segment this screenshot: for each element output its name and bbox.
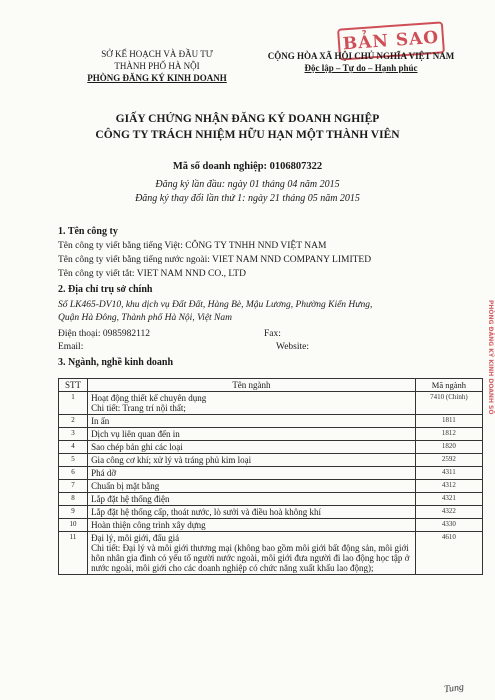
- row-stt: 1: [59, 392, 88, 415]
- row-stt: 5: [59, 454, 88, 467]
- row-name: Sao chép bản ghi các loại: [91, 442, 183, 452]
- row-name: Phá dỡ: [91, 468, 117, 478]
- col-code: Mã ngành: [415, 379, 482, 392]
- row-name-cell: [88, 428, 416, 441]
- issuer-line3: PHÒNG ĐĂNG KÝ KINH DOANH: [87, 73, 227, 83]
- email: Email:: [58, 342, 84, 352]
- row-name: In ấn: [91, 416, 110, 426]
- row-name-cell: [88, 415, 416, 428]
- table-row: [59, 480, 483, 493]
- enterprise-number: Mã số doanh nghiệp: 0106807322: [172, 161, 323, 172]
- website: Website:: [276, 342, 310, 352]
- col-name: Tên ngành: [88, 379, 416, 392]
- section2-heading: 2. Địa chỉ trụ sở chính: [58, 284, 153, 295]
- row-stt: 8: [59, 493, 88, 506]
- row-code: 4311: [415, 467, 482, 480]
- row-name: Lắp đặt hệ thống cấp, thoát nước, lò sưởi và điều hoà không khí: [91, 507, 322, 517]
- address-line2: Quận Hà Đông, Thành phố Hà Nội, Việt Nam: [58, 313, 232, 323]
- row-name-cell: [88, 506, 416, 519]
- row-code: 2592: [415, 454, 482, 467]
- row-stt: 7: [59, 480, 88, 493]
- row-detail: Chi tiết: Đại lý và môi giới thương mại (không bao gồm môi giới bất động sản, môi giới hôn nhân gia đình có yếu tố người nước ngoài, môi giới đưa người đi lao động học tập ở nước ngoài, môi giới cho các doanh nghiệp có chức năng xuất khẩu lao động);: [91, 543, 410, 573]
- country-name: CỘNG HÒA XÃ HỘI CHỦ NGHĨA VIỆT NAM: [267, 51, 455, 61]
- col-stt: STT: [59, 379, 88, 392]
- table-row: [59, 392, 483, 415]
- row-code: 4330: [415, 519, 482, 532]
- row-name: Hoạt động thiết kế chuyên dụng: [91, 393, 207, 403]
- table-row: [59, 467, 483, 480]
- row-stt: 9: [59, 506, 88, 519]
- company-short-name: Tên công ty viết tắt: VIET NAM NND CO., LTD: [58, 269, 246, 279]
- row-name-cell: [88, 480, 416, 493]
- row-code: 1811: [415, 415, 482, 428]
- row-code: 7410 (Chính): [415, 392, 482, 415]
- row-name-cell: [88, 467, 416, 480]
- row-name-cell: [88, 493, 416, 506]
- table-row: [59, 519, 483, 532]
- row-name: Gia công cơ khí; xử lý và tráng phủ kim loại: [91, 455, 252, 465]
- issuer-line2: THÀNH PHỐ HÀ NỘI: [114, 61, 200, 71]
- row-name-cell: [88, 454, 416, 467]
- table-row: [59, 506, 483, 519]
- row-name-cell: [88, 532, 416, 575]
- row-name: Hoàn thiện công trình xây dựng: [91, 520, 206, 530]
- table-row: [59, 428, 483, 441]
- table-row: [59, 415, 483, 428]
- row-code: 4312: [415, 480, 482, 493]
- section3-heading: 3. Ngành, nghề kinh doanh: [58, 357, 174, 368]
- table-row: [59, 532, 483, 575]
- motto: Độc lập – Tự do – Hạnh phúc: [304, 63, 418, 73]
- change-registration: Đăng ký thay đổi lần thứ 1: ngày 21 tháng 05 năm 2015: [135, 193, 360, 204]
- row-name-cell: [88, 441, 416, 454]
- row-stt: 4: [59, 441, 88, 454]
- row-stt: 11: [59, 532, 88, 575]
- row-code: 1812: [415, 428, 482, 441]
- row-code: 1820: [415, 441, 482, 454]
- table-row: [59, 454, 483, 467]
- table-row: [59, 441, 483, 454]
- fax: Fax:: [264, 329, 281, 339]
- row-name: Chuẩn bị mặt bằng: [91, 481, 160, 491]
- row-stt: 2: [59, 415, 88, 428]
- address-line1: Số LK465-DV10, khu dịch vụ Đất Đất, Hàng Bè, Mậu Lương, Phường Kiến Hưng,: [58, 300, 373, 310]
- issuer-line1: SỞ KẾ HOẠCH VÀ ĐẦU TƯ: [101, 49, 213, 59]
- row-code: 4322: [415, 506, 482, 519]
- national-motto: [250, 50, 472, 74]
- row-stt: 10: [59, 519, 88, 532]
- row-detail: Chi tiết: Trang trí nội thất;: [91, 403, 186, 413]
- doc-title-2: CÔNG TY TRÁCH NHIỆM HỮU HẠN MỘT THÀNH VIÊN: [95, 129, 400, 141]
- row-name: Đại lý, môi giới, đấu giá: [91, 533, 180, 543]
- row-stt: 6: [59, 467, 88, 480]
- side-seal: PHÒNG ĐĂNG KÝ KINH DOANH SỐ: [487, 300, 494, 415]
- row-name: Dịch vụ liên quan đến in: [91, 429, 180, 439]
- row-code: 4610: [415, 532, 482, 575]
- business-lines-table: [58, 378, 483, 575]
- row-name: Lắp đặt hệ thống điện: [91, 494, 170, 504]
- row-name-cell: [88, 519, 416, 532]
- table-header-row: [59, 379, 483, 392]
- phone: Điện thoại: 0985982112: [58, 329, 150, 339]
- issuer-block: [52, 48, 262, 84]
- doc-title-1: GIẤY CHỨNG NHẬN ĐĂNG KÝ DOANH NGHIỆP: [115, 113, 380, 125]
- section1-heading: 1. Tên công ty: [58, 226, 118, 237]
- row-stt: 3: [59, 428, 88, 441]
- row-name-cell: [88, 392, 416, 415]
- table-row: [59, 493, 483, 506]
- row-code: 4321: [415, 493, 482, 506]
- company-vn-name: Tên công ty viết bằng tiếng Việt: CÔNG TY TNHH NND VIỆT NAM: [58, 241, 327, 251]
- copy-stamp: BẢN SAO: [337, 21, 445, 60]
- signature: Tung: [443, 681, 465, 696]
- first-registration: Đăng ký lần đầu: ngày 01 tháng 04 năm 2015: [155, 179, 340, 190]
- company-foreign-name: Tên công ty viết bằng tiếng nước ngoài: VIET NAM NND COMPANY LIMITED: [58, 255, 372, 265]
